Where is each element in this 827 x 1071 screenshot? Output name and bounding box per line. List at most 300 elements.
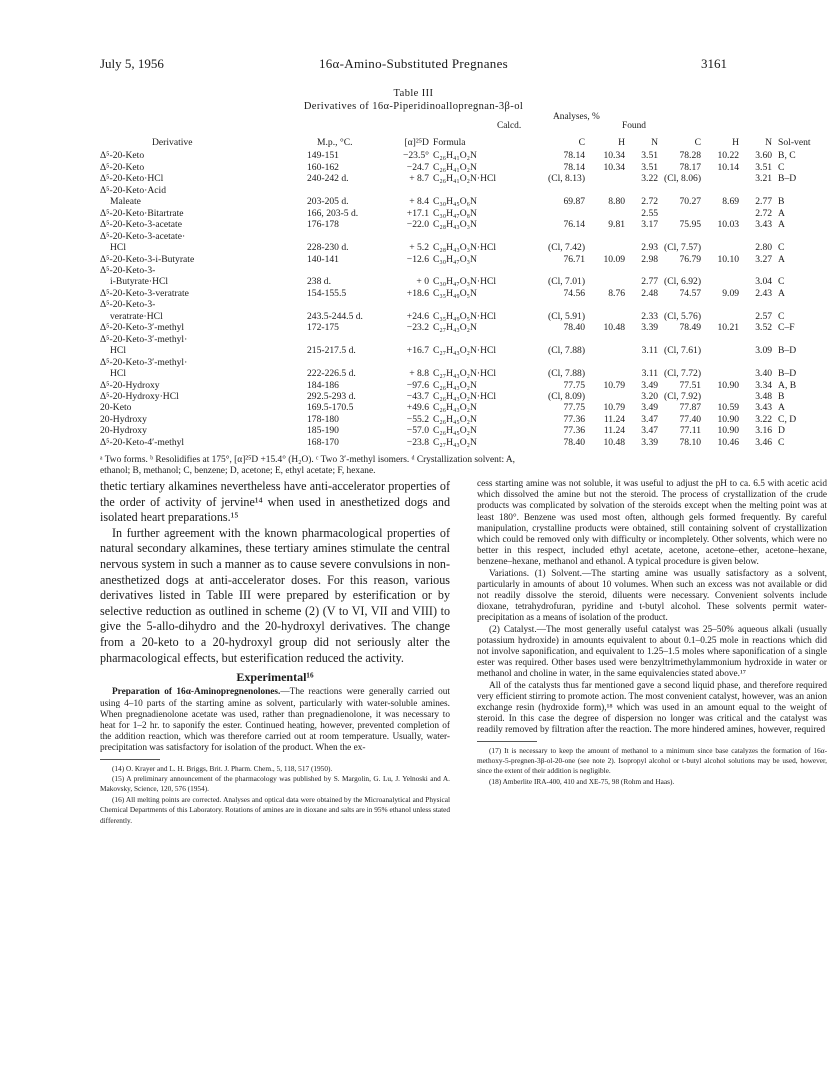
table-cell: 3.04 xyxy=(755,276,773,288)
paragraph-title: Preparation of 16α-Aminopregnenolones. xyxy=(112,687,281,698)
table-cell: 3.22 xyxy=(641,173,659,185)
table-cell: 10.48 xyxy=(603,322,626,334)
table-cell xyxy=(701,311,739,322)
table-cell: 76.71 xyxy=(563,253,586,265)
table-cell xyxy=(701,357,739,368)
table-cell: +17.1 xyxy=(406,207,429,219)
table-cell xyxy=(548,299,585,310)
table-cell: 2.33 xyxy=(641,310,659,322)
table-cell: 78.40 xyxy=(563,322,586,334)
table-cell: −55.2 xyxy=(406,413,429,425)
table-cell: 215-217.5 d. xyxy=(307,345,356,357)
table-cell xyxy=(307,231,389,242)
table-cell: 3.51 xyxy=(641,150,659,162)
table-cell xyxy=(389,231,433,242)
table-footnote-line: ᵃ Two forms. ᵇ Resolidifies at 175°, [α]²⁵D +15.4° (H₂O). ᶜ Two 3′-methyl isomers. ᵈ Crystallization solvent: A, xyxy=(100,455,515,465)
table-cell: 168-170 xyxy=(307,436,339,448)
table-cell xyxy=(625,299,658,310)
table-row xyxy=(100,402,818,413)
paragraph: Variations. (1) Solvent.—The starting amine was usually satisfactory as a solvent, particularly in amounts of about 10 volumes. When such an excess was not available or did not readily dissolve the steroid, diluents were necessary. Convenient solvents include dioxane, tetrahydrofuran, pyridine and t-butyl alcohol. These solvents permit water-precipitation as a means of isolation of the product. xyxy=(477,568,827,624)
table-cell: 166, 203-5 d. xyxy=(307,207,359,219)
table-cell xyxy=(307,357,389,368)
table-cell: 9.81 xyxy=(608,219,626,231)
table-cell: C₂₆H₄₁O₂N xyxy=(433,150,477,162)
table-cell xyxy=(585,299,625,310)
table-cell: Δ⁵-20-Keto xyxy=(100,150,145,162)
table-cell xyxy=(772,334,818,345)
table-cell xyxy=(585,357,625,368)
table-cell: 75.95 xyxy=(679,219,702,231)
table-cell: C xyxy=(778,242,785,254)
table-cell: C₂₆H₄₃O₂N·HCl xyxy=(433,390,497,402)
table-cell: 10.79 xyxy=(603,379,626,391)
table-cell: 172-175 xyxy=(307,322,339,334)
table-cell: Δ⁵-20-Keto-3′-methyl xyxy=(100,322,185,334)
table-cell xyxy=(701,242,739,253)
table-cell: (Cl, 8.09) xyxy=(548,390,586,402)
table-cell: 140-141 xyxy=(307,253,339,265)
table-cell xyxy=(433,265,548,276)
table-cell: −43.7 xyxy=(406,390,429,402)
table-cell xyxy=(701,265,739,276)
table-cell xyxy=(658,208,701,219)
table-cell xyxy=(658,265,701,276)
table-row xyxy=(100,219,818,230)
footnote: (17) It is necessary to keep the amount of methanol to a minimum since base catalyzes the formation of 16α-methoxy-5-pregnen-3β-ol-20-one (see note 2). Isopropyl alcohol or t-butyl alcohol solutions may be used, however, since the extent of their addition is negligible. xyxy=(477,745,827,776)
table-cell: B–D xyxy=(778,173,797,185)
table-cell: (Cl, 7.88) xyxy=(548,368,586,380)
table-cell: C₂₈H₄₃O₃N·HCl xyxy=(433,242,497,254)
table-row xyxy=(100,357,818,368)
table-cell: 70.27 xyxy=(679,196,702,208)
table-cell: Δ⁵-20-Keto·Bitartrate xyxy=(100,207,184,219)
table-cell: 10.90 xyxy=(717,379,740,391)
table-cell: 3.46 xyxy=(755,436,773,448)
column-header: [α]²⁵D xyxy=(404,137,429,148)
table-cell xyxy=(548,334,585,345)
table-cell: 3.11 xyxy=(641,368,659,380)
table-cell: 74.57 xyxy=(679,287,702,299)
column-header: H xyxy=(732,137,740,148)
table-cell: 10.46 xyxy=(717,436,740,448)
table-row xyxy=(100,311,818,322)
table-cell: 10.09 xyxy=(603,253,626,265)
table-cell: 2.72 xyxy=(641,196,659,208)
paragraph: (2) Catalyst.—The most generally useful catalyst was 25–50% aqueous alkali (usually potassium hydroxide) in amounts equivalent to about 0.1–0.25 mole in reactions which did not involve saponification, and equivalent to 1.25–1.5 moles where saponification of a single ester was required. Other bases used were benzyltrimethylammonium hydroxide in water or methanol and choline in water, in the same equivalencies stated above.¹⁷ xyxy=(477,624,827,680)
table-cell xyxy=(585,311,625,322)
footnote: (15) A preliminary announcement of the pharmacology was published by S. Margolin, G. Lu, J. Yelnoski and A. Makovsky, Science, 120, 576 (1954). xyxy=(100,773,450,794)
table-cell: Δ⁵-20-Keto·HCl xyxy=(100,173,164,185)
table-cell: 160-162 xyxy=(307,161,339,173)
table-cell xyxy=(701,173,739,184)
table-cell: C₂₆H₄₁O₂N·HCl xyxy=(433,173,497,185)
table-cell xyxy=(585,334,625,345)
table-cell: (Cl, 6.92) xyxy=(664,276,702,288)
table-cell xyxy=(739,299,772,310)
table-cell: 292.5-293 d. xyxy=(307,390,356,402)
table-cell: D xyxy=(778,425,785,437)
table-cell xyxy=(585,265,625,276)
table-cell: C–F xyxy=(778,322,795,334)
table-cell xyxy=(739,334,772,345)
table-cell: 3.43 xyxy=(755,219,773,231)
table-cell xyxy=(548,185,585,196)
table-cell: 10.34 xyxy=(603,150,626,162)
table-cell: 8.76 xyxy=(608,287,626,299)
table-cell: (Cl, 7.92) xyxy=(664,390,702,402)
table-cell: C₃₀H₄₅O₆N xyxy=(433,196,477,208)
paragraph xyxy=(100,687,450,754)
table-cell: C₂₇H₄₃O₂N xyxy=(433,322,477,334)
table-cell: 77.11 xyxy=(679,425,702,437)
table-cell: 3.21 xyxy=(755,173,773,185)
table-cell: 2.48 xyxy=(641,287,659,299)
table-cell: C xyxy=(778,276,785,288)
table-cell: B–D xyxy=(778,368,797,380)
table-cell: C, D xyxy=(778,413,797,425)
table-cell: −12.6 xyxy=(406,253,429,265)
table-cell: 3.16 xyxy=(755,425,773,437)
table-row xyxy=(100,380,818,391)
table-cell: 10.14 xyxy=(717,161,740,173)
paragraph: In further agreement with the known pharmacological properties of natural secondary alkamines, these tertiary amines stimulate the central nervous system in such a manner as to cause severe convulsions in non-anesthetized dogs at anti-accelerator doses. For this reason, various derivatives listed in Table III were prepared by esterification or by selective reduction as outlined in scheme (2) (V to VI, VII and VIII) to give the 5-allo-dihydro and the 20-hydroxyl derivatives. The change from a 20-keto to a 20-hydroxyl group did not seriously alter the pharmacological effects, but esterification reduced the activity. xyxy=(100,525,450,665)
table-cell: Δ⁵-20-Keto-3- xyxy=(100,264,156,276)
table-cell: C₃₀H₄₇O₃N·HCl xyxy=(433,276,497,288)
table-cell: 78.49 xyxy=(679,322,702,334)
table-cell: 20-Hydroxy xyxy=(100,425,147,437)
table-cell: (Cl, 8.06) xyxy=(664,173,702,185)
footnote-rule xyxy=(100,759,160,760)
table-cell xyxy=(772,299,818,310)
table-cell: Δ⁵-20-Keto xyxy=(100,161,145,173)
table-cell: (Cl, 7.72) xyxy=(664,368,702,380)
table-cell xyxy=(772,357,818,368)
table-cell: 3.39 xyxy=(641,322,659,334)
table-cell xyxy=(701,391,739,402)
table-cell: −57.0 xyxy=(406,425,429,437)
table-cell: (Cl, 7.42) xyxy=(548,242,586,254)
table-cell xyxy=(585,345,625,356)
table-cell: A xyxy=(778,287,785,299)
table-row xyxy=(100,391,818,402)
page-number: 3161 xyxy=(701,56,727,71)
paragraph: thetic tertiary alkamines nevertheless have anti-accelerator properties of the order of activity of jervine¹⁴ when used in anesthetized dogs and isolated heart preparations.¹⁵ xyxy=(100,479,450,525)
table-cell: C₂₆H₄₅O₂N xyxy=(433,413,477,425)
table-cell: 3.49 xyxy=(641,379,659,391)
table-cell: 3.34 xyxy=(755,379,773,391)
table-cell xyxy=(772,231,818,242)
table-cell: 10.34 xyxy=(603,161,626,173)
table-cell: 10.90 xyxy=(717,425,740,437)
table-cell xyxy=(548,265,585,276)
table-cell: 2.43 xyxy=(755,287,773,299)
table-cell: 185-190 xyxy=(307,425,339,437)
table-cell: 77.36 xyxy=(563,425,586,437)
table-cell: 2.80 xyxy=(755,242,773,254)
table-cell: Δ⁵-20-Keto·Acid xyxy=(100,184,166,196)
table-cell: 10.90 xyxy=(717,413,740,425)
table-cell xyxy=(701,345,739,356)
table-cell: 2.55 xyxy=(641,207,659,219)
found-label: Found xyxy=(622,121,646,131)
table-cell: 3.60 xyxy=(755,150,773,162)
table-cell: 9.09 xyxy=(722,287,740,299)
table-row xyxy=(100,162,818,173)
table-cell: Δ⁵-20-Keto-3′-methyl· xyxy=(100,333,188,345)
table-cell xyxy=(585,173,625,184)
table-cell: 3.27 xyxy=(755,253,773,265)
table-row xyxy=(100,334,818,345)
table-cell xyxy=(585,276,625,287)
table-cell: HCl xyxy=(110,345,126,357)
table-cell: + 8.8 xyxy=(409,368,429,380)
table-cell: C₃₅H₄₉O₅N xyxy=(433,287,477,299)
table-cell: 78.40 xyxy=(563,436,586,448)
table-cell: Δ⁵-20-Keto-3-veratrate xyxy=(100,287,189,299)
table-cell xyxy=(658,334,701,345)
table-row xyxy=(100,414,818,425)
table-cell: +49.6 xyxy=(406,402,429,414)
table-cell xyxy=(307,299,389,310)
table-cell: 243.5-244.5 d. xyxy=(307,310,363,322)
table-cell xyxy=(307,334,389,345)
table-footnotes xyxy=(100,455,740,478)
table-cell: 8.80 xyxy=(608,196,626,208)
table-cell: (Cl, 5.76) xyxy=(664,310,702,322)
table-cell: (Cl, 7.01) xyxy=(548,276,586,288)
table-cell: 77.40 xyxy=(679,413,702,425)
table-cell: −97.6 xyxy=(406,379,429,391)
table-cell: 2.77 xyxy=(641,276,659,288)
column-header: H xyxy=(618,137,626,148)
table-cell: 78.14 xyxy=(563,161,586,173)
table-cell: 10.10 xyxy=(717,253,740,265)
table-cell: 11.24 xyxy=(603,413,626,425)
table-row xyxy=(100,322,818,333)
table-cell: B xyxy=(778,390,785,402)
table-cell: 78.28 xyxy=(679,150,702,162)
table-row xyxy=(100,437,818,448)
table-cell xyxy=(389,299,433,310)
table-cell: 77.75 xyxy=(563,402,586,414)
footnote: (16) All melting points are corrected. Analyses and optical data were obtained by the Microanalytical and Physical Chemical Departments of this Laboratory. Rotations of amines are in dioxane and salts are in 95% ethanol unless stated differently. xyxy=(100,794,450,825)
table-cell: 10.03 xyxy=(717,219,740,231)
table-cell: Δ⁵-20-Keto-4′-methyl xyxy=(100,436,185,448)
table-cell: HCl xyxy=(110,368,126,380)
table-cell xyxy=(585,242,625,253)
table-cell: 228-230 d. xyxy=(307,242,349,254)
table-cell xyxy=(772,185,818,196)
table-cell xyxy=(389,265,433,276)
table-row xyxy=(100,254,818,265)
table-cell: 77.75 xyxy=(563,379,586,391)
table-cell xyxy=(625,185,658,196)
table-cell: 77.36 xyxy=(563,413,586,425)
table-cell xyxy=(701,276,739,287)
table-cell: 2.98 xyxy=(641,253,659,265)
table-cell xyxy=(433,185,548,196)
table-row xyxy=(100,425,818,436)
table-header-row xyxy=(100,137,818,150)
table-cell: Δ⁵-20-Keto-3-i-Butyrate xyxy=(100,253,195,265)
table-cell: Δ⁵-20-Hydroxy xyxy=(100,379,160,391)
table-cell xyxy=(585,208,625,219)
table-cell: 3.40 xyxy=(755,368,773,380)
table-cell xyxy=(701,299,739,310)
table-cell: 76.14 xyxy=(563,219,586,231)
table-cell: 3.20 xyxy=(641,390,659,402)
table-cell: −22.0 xyxy=(406,219,429,231)
table-cell xyxy=(701,208,739,219)
table-cell: 78.10 xyxy=(679,436,702,448)
column-header: C xyxy=(578,137,586,148)
table-cell xyxy=(307,265,389,276)
table-cell xyxy=(658,299,701,310)
table-cell: A xyxy=(778,207,785,219)
table-cell: −23.2 xyxy=(406,322,429,334)
paragraph: cess starting amine was not soluble, it was useful to adjust the pH to ca. 6.5 with acetic acid which dissolved the amine but not the steroid. The process of crystallization of the crude products was complicated by solvation of the steroids except when the melting point was at least 180°. Benzene was used most often, although gels formed frequently. By careful manipulation, crystalline products were obtained, still containing solvent of crystallization which could be removed only with difficulty or incompletely. Other solvents, which were no better in this respect, included ethyl acetate, acetone, acetone–ether, acetone–hexane, benzene–hexane, methanol and ethanol. A typical procedure is given below. xyxy=(477,479,827,568)
table-cell: (Cl, 7.57) xyxy=(664,242,702,254)
table-cell: (Cl, 8.13) xyxy=(548,173,586,185)
table-cell: +16.7 xyxy=(406,345,429,357)
derivatives-table xyxy=(100,137,818,448)
paragraph: All of the catalysts thus far mentioned gave a second liquid phase, and therefore required very efficient stirring to promote action. The most convenient catalyst, however, was an anion exchange resin (hydroxide form),¹⁸ which was used in an amount equal to the weight of steroid. In this case the degree of dispersion no longer was critical and the catalyst was readily removed by filtration after the reaction. The more hindered amines, however, required xyxy=(477,680,827,736)
table-cell: A xyxy=(778,219,785,231)
table-cell: +24.6 xyxy=(406,310,429,322)
table-cell: 78.17 xyxy=(679,161,702,173)
table-cell xyxy=(548,208,585,219)
table-cell: + 8.7 xyxy=(409,173,429,185)
table-cell xyxy=(585,368,625,379)
table-cell: 3.09 xyxy=(755,345,773,357)
table-cell: 3.49 xyxy=(641,402,659,414)
column-header: C xyxy=(694,137,702,148)
table-cell xyxy=(625,231,658,242)
table-cell xyxy=(433,299,548,310)
table-row xyxy=(100,196,818,207)
table-cell: (Cl, 5.91) xyxy=(548,310,586,322)
table-cell: 169.5-170.5 xyxy=(307,402,354,414)
table-cell: C₂₇H₄₃O₂N·HCl xyxy=(433,345,497,357)
table-cell: C₃₀H₄₇O₃N xyxy=(433,253,477,265)
header-date: July 5, 1956 xyxy=(100,56,164,71)
table-cell: 3.51 xyxy=(755,161,773,173)
table-row xyxy=(100,265,818,276)
table-cell: 184-186 xyxy=(307,379,339,391)
table-cell: C₂₆H₄₃O₂N xyxy=(433,379,477,391)
table-cell: Δ⁵-20-Keto-3′-methyl· xyxy=(100,356,188,368)
table-cell: 11.24 xyxy=(603,425,626,437)
left-column xyxy=(100,479,450,826)
table-cell: 3.17 xyxy=(641,219,659,231)
table-cell: −24.7 xyxy=(406,161,429,173)
table-cell xyxy=(433,357,548,368)
table-cell xyxy=(389,357,433,368)
table-cell: Maleate xyxy=(110,196,141,208)
table-cell: C₂₆H₄₅O₂N xyxy=(433,425,477,437)
table-cell: B–D xyxy=(778,345,797,357)
table-cell: 3.47 xyxy=(641,425,659,437)
table-cell: C xyxy=(778,436,785,448)
table-row xyxy=(100,276,818,287)
table-cell xyxy=(625,357,658,368)
column-header: M.p., °C. xyxy=(317,137,353,148)
table-cell: 8.69 xyxy=(722,196,740,208)
column-header: Derivative xyxy=(152,137,193,148)
table-cell: (Cl, 7.88) xyxy=(548,345,586,357)
table-cell: 176-178 xyxy=(307,219,339,231)
table-cell: −23.5° xyxy=(402,150,429,162)
table-cell xyxy=(772,265,818,276)
section-heading: Experimental¹⁶ xyxy=(236,670,314,685)
table-cell xyxy=(739,231,772,242)
table-cell xyxy=(548,357,585,368)
table-cell: 203-205 d. xyxy=(307,196,349,208)
header-title: 16α-Amino-Substituted Pregnanes xyxy=(318,56,509,71)
table-cell: 76.79 xyxy=(679,253,702,265)
table-cell xyxy=(701,334,739,345)
table-cell: C₂₇H₄₃O₂N xyxy=(433,436,477,448)
table-cell: 10.48 xyxy=(603,436,626,448)
table-cell: + 8.4 xyxy=(409,196,429,208)
table-cell: 3.39 xyxy=(641,436,659,448)
table-cell: +18.6 xyxy=(406,287,429,299)
table-cell xyxy=(548,231,585,242)
column-header: Formula xyxy=(433,137,466,148)
table-cell xyxy=(307,185,389,196)
table-cell xyxy=(585,231,625,242)
table-cell xyxy=(389,334,433,345)
table-cell: 149-151 xyxy=(307,150,339,162)
table-row xyxy=(100,299,818,310)
table-cell: 222-226.5 d. xyxy=(307,368,356,380)
table-cell: 2.93 xyxy=(641,242,659,254)
table-cell xyxy=(625,265,658,276)
table-cell xyxy=(389,185,433,196)
table-cell xyxy=(433,334,548,345)
analyses-label: Analyses, % xyxy=(553,112,600,122)
table-cell: 2.57 xyxy=(755,310,773,322)
table-cell: 3.43 xyxy=(755,402,773,414)
table-cell: 74.56 xyxy=(563,287,586,299)
table-cell xyxy=(739,185,772,196)
table-cell: 78.14 xyxy=(563,150,586,162)
table-cell: 240-242 d. xyxy=(307,173,349,185)
table-cell: 3.48 xyxy=(755,390,773,402)
table-cell: 3.51 xyxy=(641,161,659,173)
table-cell: C₃₀H₄₇O₈N xyxy=(433,207,477,219)
table-row xyxy=(100,173,818,184)
table-cell: C₂₇H₄₃O₂N·HCl xyxy=(433,368,497,380)
table-cell: 3.22 xyxy=(755,413,773,425)
table-cell: Δ⁵-20-Hydroxy·HCl xyxy=(100,390,179,402)
table-cell: A xyxy=(778,402,785,414)
table-cell: Δ⁵-20-Keto-3- xyxy=(100,299,156,311)
table-cell: 238 d. xyxy=(307,276,331,288)
table-row xyxy=(100,242,818,253)
table-cell xyxy=(701,185,739,196)
table-cell: C₂₈H₄₃O₃N xyxy=(433,219,477,231)
table-cell: C xyxy=(778,161,785,173)
table-cell: −23.8 xyxy=(406,436,429,448)
table-cell: C₃₅H₄₉O₅N·HCl xyxy=(433,310,497,322)
table-row xyxy=(100,208,818,219)
table-row xyxy=(100,185,818,196)
table-cell: 69.87 xyxy=(563,196,586,208)
table-row xyxy=(100,288,818,299)
table-row xyxy=(100,368,818,379)
table-row xyxy=(100,345,818,356)
